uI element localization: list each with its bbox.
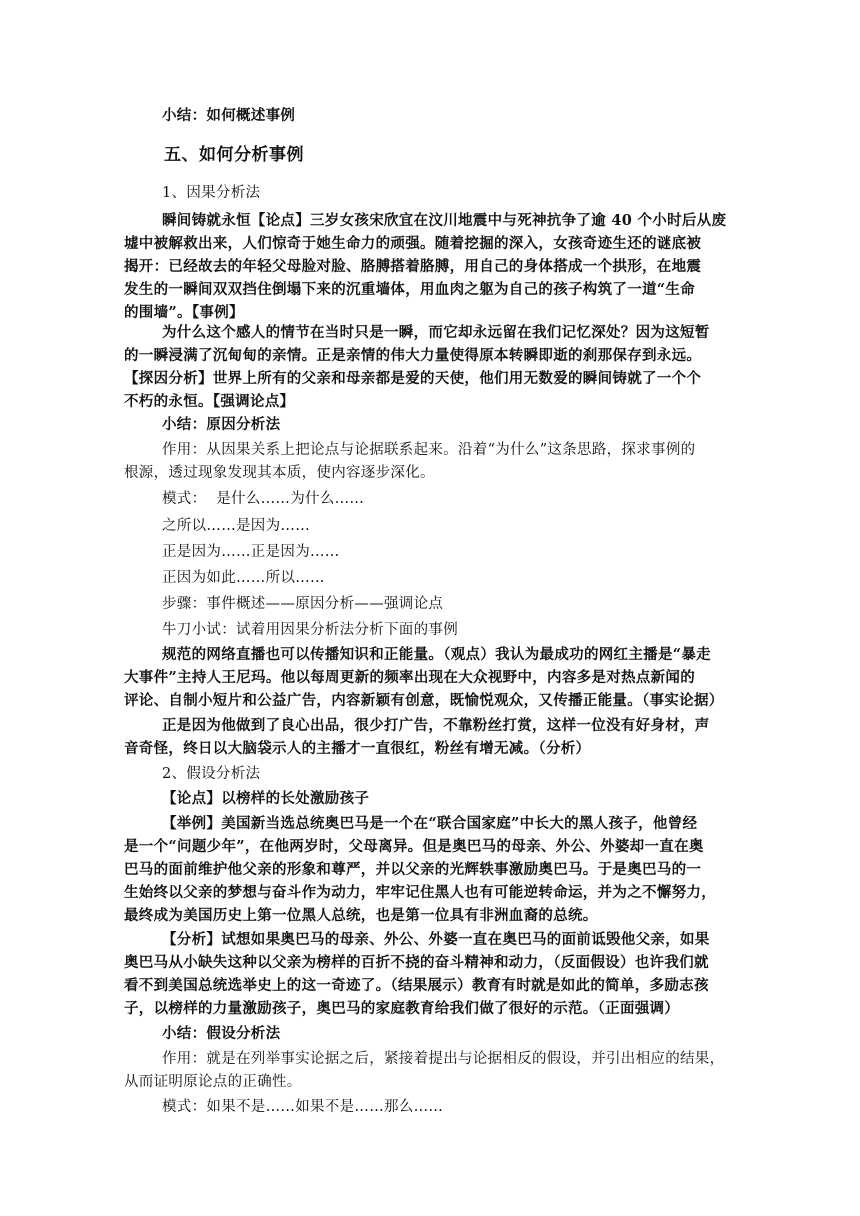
practice-analysis-line: 音奇怪，终日以大脑袋示人的主播才一直很红，粉丝有增无减。（分析） [124,740,591,757]
summary-overview: 小结：如何概述事例 [162,107,296,124]
pattern-line: 之所以……是因为…… [162,518,310,534]
pattern-line: 正因为如此……所以…… [162,570,325,586]
example2-line: 巴马的面前维护他父亲的形象和尊严，并以父亲的光辉轶事激励奥巴马。于是奥巴马的一 [124,861,702,878]
example1-line: 的围墙”。【事例】 [124,304,244,321]
pattern-line: 正是因为……正是因为…… [162,544,340,560]
practice-analysis-line: 正是因为他做到了良心出品，很少打广告，不靠粉丝打赏，这样一位没有好身材，声 [162,717,710,734]
practice-line: 规范的网络直播也可以传播知识和正能量。（观点）我认为最成功的网红主播是“暴走 [162,646,711,663]
hypo-function-line: 从而证明原论点的正确性。 [124,1074,302,1090]
practice-line: 评论、自制小短片和公益广告，内容新颖有创意，既愉悦观众，又传播正能量。（事实论据） [124,692,724,709]
cause-function-line: 作用：从因果关系上把论点与论据联系起来。沿着“为什么”这条思路，探求事例的 [162,442,696,458]
subheading-cause: 1、因果分析法 [162,185,261,201]
analysis2-line: 【分析】试想如果奥巴马的母亲、外公、外婆一直在奥巴马的面前诋毁他父亲，如果 [162,931,710,948]
example2-line: 生始终以父亲的梦想与奋斗作为动力，牢牢记住黑人也有可能逆转命运，并为之不懈努力， [124,884,716,901]
hypo-pattern-line: 模式：如果不是……如果不是……那么…… [162,1099,444,1115]
analysis1-line: 【探因分析】世界上所有的父亲和母亲都是爱的天使，他们用无数爱的瞬间铸就了一个个 [124,370,702,387]
pattern-line: 模式： 是什么……为什么…… [162,491,365,507]
example2-line: 最终成为美国历史上第一位黑人总统，也是第一位具有非洲血裔的总统。 [124,907,598,924]
analysis1-line: 不朽的永恒。【强调论点】 [124,393,295,410]
example1-line: 墟中被解救出来，人们惊奇于她生命力的顽强。随着挖掘的深入，女孩奇迹生还的谜底被 [124,235,702,252]
example2-line: 【举例】美国新当选总统奥巴马是一个在“联合国家庭”中长大的黑人孩子，他曾经 [162,815,698,832]
subheading-hypothesis: 2、假设分析法 [162,766,261,782]
example1-line: 瞬间铸就永恒【论点】三岁女孩宋欣宜在汶川地震中与死神抗争了逾 40 个小时后从废 [162,212,727,229]
practice-line: 大事件”主持人王尼玛。他以每周更新的频率出现在大众视野中，内容多是对热点新闻的 [124,669,696,686]
analysis1-line: 为什么这个感人的情节在当时只是一瞬，而它却永远留在我们记忆深处？因为这短暂 [162,324,710,341]
steps-line: 步骤：事件概述——原因分析——强调论点 [162,596,444,612]
cause-function-line: 根源，透过现象发现其本质，使内容逐步深化。 [124,465,435,481]
practice-prompt: 牛刀小试：试着用因果分析法分析下面的事例 [162,622,458,638]
summary-hypothesis: 小结：假设分析法 [162,1025,281,1042]
analysis2-line: 看不到美国总统选举史上的这一奇迹了。（结果展示）教育有时就是如此的简单，多励志孩 [124,977,709,994]
example1-line: 揭开：已经故去的年轻父母脸对脸、胳膊搭着胳膊，用自己的身体搭成一个拱形，在地震 [124,258,702,275]
example1-line: 发生的一瞬间双双挡住倒塌下来的沉重墙体，用血肉之躯为自己的孩子构筑了一道“生命 [124,281,696,298]
hypo-function-line: 作用：就是在列举事实论据之后，紧接着提出与论据相反的假设，并引出相应的结果， [162,1051,725,1067]
analysis2-line: 奥巴马从小缺失这种以父亲为榜样的百折不挠的奋斗精神和动力，（反面假设）也许我们就 [124,954,709,971]
analysis1-line: 的一瞬浸满了沉甸甸的亲情。正是亲情的伟大力量使得原本转瞬即逝的刹那保存到永远。 [124,347,702,364]
summary-cause: 小结：原因分析法 [162,416,281,433]
example2-line: 是一个“问题少年”，在他两岁时，父母离异。但是奥巴马的母亲、外公、外婆却一直在奥 [124,838,704,855]
analysis2-line: 子，以榜样的力量激励孩子，奥巴马的家庭教育给我们做了很好的示范。（正面强调） [124,1000,680,1017]
section-heading: 五、如何分析事例 [164,145,304,165]
thesis-line: 【论点】以榜样的长处激励孩子 [162,790,370,807]
